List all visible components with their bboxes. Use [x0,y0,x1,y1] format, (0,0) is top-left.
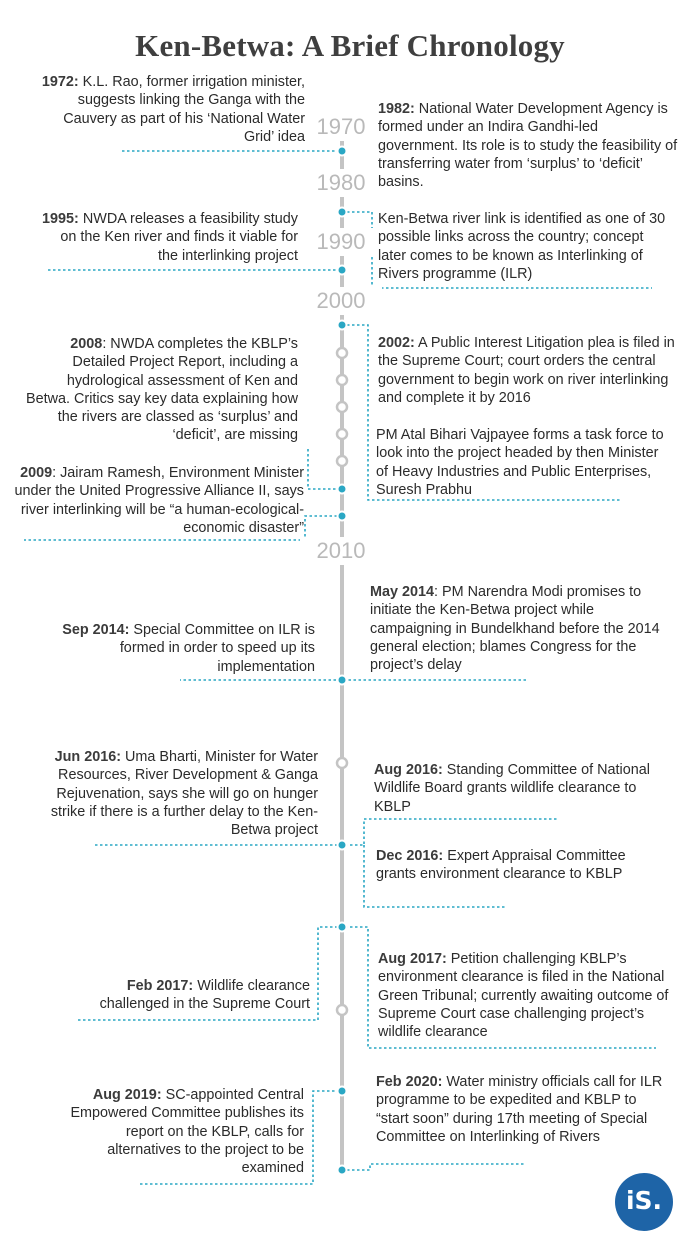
event-1972: 1972: K.L. Rao, former irrigation minister, suggests linking the Ganga with the Cauvery as part of his ‘National Water Grid’ idea [41,74,305,145]
logo: iS. [615,1173,673,1231]
tick-marker [337,348,347,358]
event-aug2019: Aug 2019: SC-appointed Central Empowered Committee publishes its report on the KBLP, calls for alternatives to the project to be examined [70,1087,304,1177]
event-marker [338,147,347,156]
event-2002: 2002: A Public Interest Litigation plea is filed in the Supreme Court; court orders the central government to begin work on river interlinking and complete it by 2016 [378,335,675,406]
event-dec2016: Dec 2016: Expert Appraisal Committee grants environment clearance to KBLP [376,848,626,883]
event-marker [338,841,347,850]
decade-label-2000: 2000 [300,287,382,315]
event-marker [338,512,347,521]
tick-marker [337,758,347,768]
event-ilr: Ken-Betwa river link is identified as one of 30 possible links across the country; concept later comes to be known as Interlinking of Rivers programme (ILR) [378,211,666,282]
event-marker [338,1087,347,1096]
event-2008: 2008: NWDA completes the KBLP’s Detailed Project Report, including a hydrological assessment of Ken and Betwa. Critics say key data explaining how the rivers are classed as ‘surplus’ and ‘deficit’, are missing [26,336,298,444]
event-feb2020: Feb 2020: Water ministry officials call for ILR programme to be expedited and KBLP to “start soon” during 17th meeting of Special Committee on Interlinking of Rivers [376,1074,663,1145]
event-aug2016: Aug 2016: Standing Committee of National Wildlife Board grants wildlife clearance to KBLP [374,762,650,815]
event-1995: 1995: NWDA releases a feasibility study on the Ken river and finds it viable for the interlinking project [42,211,298,264]
tick-marker [337,456,347,466]
event-marker [338,321,347,330]
event-feb2017: Feb 2017: Wildlife clearance challenged in the Supreme Court [99,978,310,1013]
event-marker [338,485,347,494]
event-marker [338,1166,347,1175]
tick-marker [337,375,347,385]
event-connector [342,1164,526,1170]
event-sep2014: Sep 2014: Special Committee on ILR is formed in order to speed up its implementation [62,622,315,675]
event-marker [338,676,347,685]
event-may2014: May 2014: PM Narendra Modi promises to initiate the Ken-Betwa project while campaigning in Bundelkhand before the 2014 general election; blames Congress for the project’s delay [370,584,660,674]
event-connector [308,449,342,489]
page-title: Ken-Betwa: A Brief Chronology [135,28,565,63]
event-aug2017: Aug 2017: Petition challenging KBLP’s environment clearance is filed in the National Green Tribunal; currently awaiting outcome of Supreme Court case challenging project’s wildlife clearance [378,951,669,1041]
decade-label-2010: 2010 [300,537,382,565]
tick-marker [337,429,347,439]
event-marker [338,266,347,275]
tick-marker [337,1005,347,1015]
tick-marker [337,402,347,412]
decade-label-1980: 1980 [300,169,382,197]
event-jun2016: Jun 2016: Uma Bharti, Minister for Water Resources, River Development & Ganga Rejuvenation, says she will go on hunger strike if there is a further delay to the Ken-Betwa project [50,749,318,839]
event-marker [338,208,347,217]
decade-label-1990: 1990 [300,228,382,256]
event-1982: 1982: National Water Development Agency is formed under an Indira Gandhi-led government. Its role is to study the feasibility of transferring water from ‘surplus’ to ‘deficit’ basins. [378,101,678,191]
event-taskforce: PM Atal Bihari Vajpayee forms a task force to look into the project headed by then Minister of Heavy Industries and Public Enterprises, Suresh Prabhu [376,427,664,498]
event-marker [338,923,347,932]
decade-label-1970: 1970 [300,113,382,141]
event-2009: 2009: Jairam Ramesh, Environment Minister under the United Progressive Alliance II, says river interlinking will be “a human-ecological-economic disaster” [14,465,304,536]
